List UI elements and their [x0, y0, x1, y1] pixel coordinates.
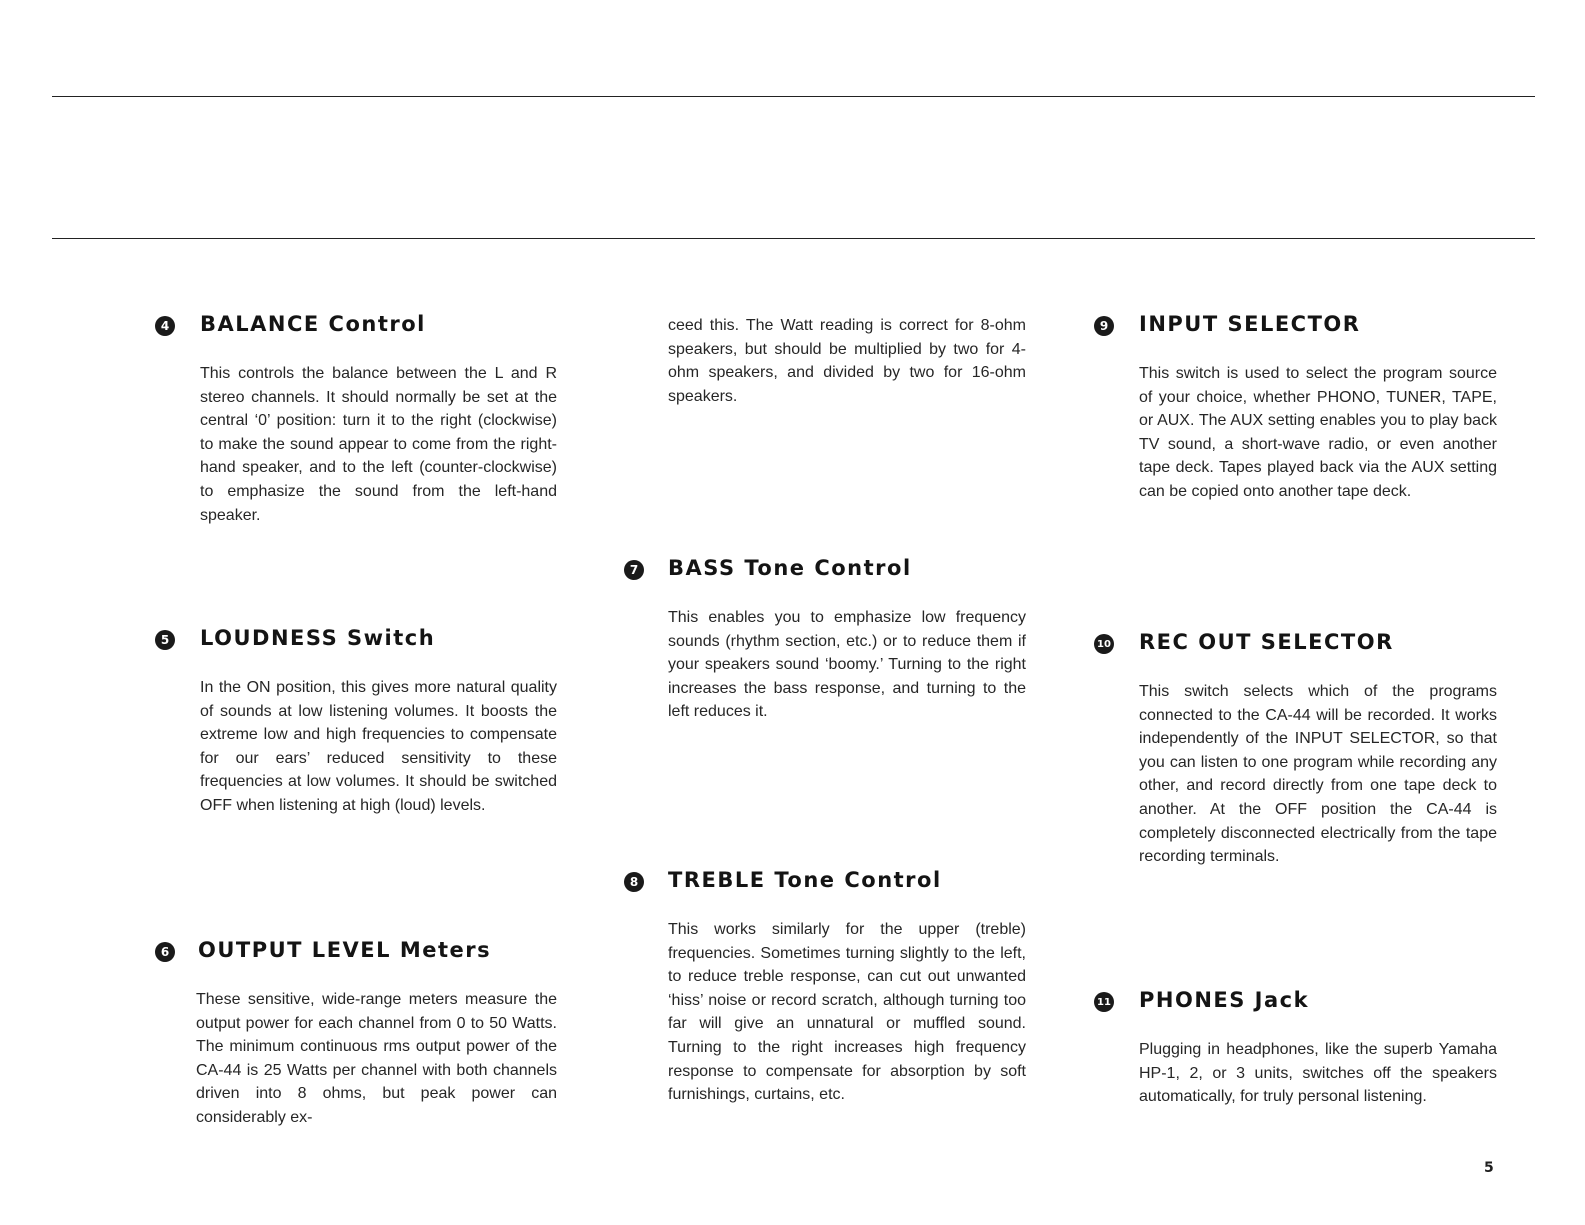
section-bass: [624, 556, 1026, 724]
section-title: LOUDNESS Switch: [200, 626, 436, 650]
second-rule: [52, 238, 1535, 239]
section-body: This enables you to emphasize low frequency sounds (rhythm section, etc.) or to reduce them if your speakers sound ‘boomy.’ Turning to the right increases the bass response, and turning to the left reduces it.: [668, 609, 1026, 721]
section-title: OUTPUT LEVEL Meters: [198, 938, 492, 962]
section-number-badge: 5: [155, 630, 175, 650]
section-body: This controls the balance between the L and R stereo channels. It should normally be set at the central ‘0’ position: turn it to the right (clockwise) to make the sound appear to come from the right-hand speaker, and to the left (counter-clockwise) to emphasize the sound from the left-hand speaker.: [200, 365, 557, 524]
section-title: BALANCE Control: [200, 312, 426, 336]
section-title: TREBLE Tone Control: [668, 868, 942, 892]
section-loudness: [155, 626, 557, 818]
section-input-selector: [1094, 312, 1497, 504]
section-body: These sensitive, wide-range meters measure the output power for each channel from 0 to 50 Watts. The minimum continuous rms output power of the CA-44 is 25 Watts per channel with both channels driven into 8 ohms, but peak power can considerably ex-: [196, 991, 557, 1126]
section-body: Plugging in headphones, like the superb Yamaha HP-1, 2, or 3 units, switches off the speakers automatically, for truly personal listening.: [1139, 1041, 1497, 1106]
section-body: ceed this. The Watt reading is correct for 8-ohm speakers, but should be multiplied by two for 4-ohm speakers, and divided by two for 16-ohm speakers.: [668, 317, 1026, 405]
section-number-badge: 9: [1094, 316, 1114, 336]
section-number-badge: 4: [155, 316, 175, 336]
section-output-level-continued: [668, 314, 1026, 408]
section-output-level: [155, 938, 557, 1130]
section-title: PHONES Jack: [1139, 988, 1310, 1012]
section-body: In the ON position, this gives more natural quality of sounds at low listening volumes. It boosts the extreme low and high frequencies to compensate for our ears’ reduced sensitivity to these frequencies at low volumes. It should be switched OFF when listening at high (loud) levels.: [200, 679, 557, 814]
section-body: This switch is used to select the program source of your choice, whether PHONO, TUNER, TAPE, or AUX. The AUX setting enables you to play back TV sound, a short-wave radio, or even another tape deck. Tapes played back via the AUX setting can be copied onto another tape deck.: [1139, 365, 1497, 500]
section-treble: [624, 868, 1026, 1107]
section-title: BASS Tone Control: [668, 556, 912, 580]
top-rule: [52, 96, 1535, 97]
section-body: This works similarly for the upper (treble) frequencies. Sometimes turning slightly to the left, to reduce treble response, can cut out unwanted ‘hiss’ noise or record scratch, although turning too far will give an unnatural or muffled sound. Turning to the right increases high frequency response to compensate for absorption by soft furnishings, curtains, etc.: [668, 921, 1026, 1104]
section-number-badge: 6: [155, 942, 175, 962]
section-number-badge: 11: [1094, 992, 1114, 1012]
page-number: 5: [1484, 1160, 1494, 1176]
section-title: INPUT SELECTOR: [1139, 312, 1361, 336]
section-number-badge: 8: [624, 872, 644, 892]
section-phones: [1094, 988, 1497, 1109]
section-body: This switch selects which of the programs connected to the CA-44 will be recorded. It works independently of the INPUT SELECTOR, so that you can listen to one program while recording any other, and record directly from one tape deck to another. At the OFF position the CA-44 is completely disconnected electrically from the tape recording terminals.: [1139, 683, 1497, 866]
section-title: REC OUT SELECTOR: [1139, 630, 1394, 654]
section-number-badge: 7: [624, 560, 644, 580]
section-rec-out-selector: [1094, 630, 1497, 869]
section-balance: [155, 312, 557, 527]
section-number-badge: 10: [1094, 634, 1114, 654]
